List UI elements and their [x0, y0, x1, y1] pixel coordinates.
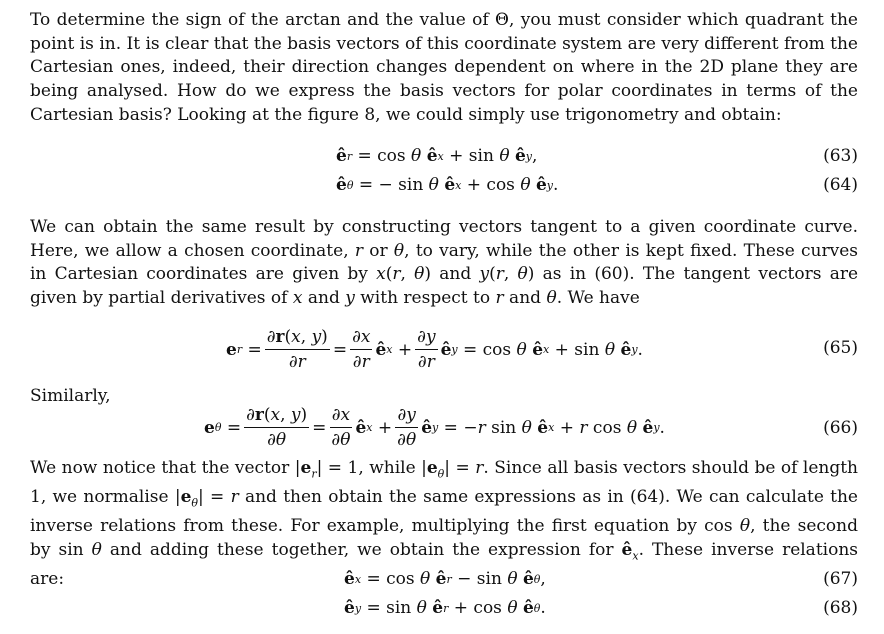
equation-number-63: (63) — [823, 146, 858, 166]
equation-66: e θ = $\frac{\partial r(x, y)}{\partial\theta}$ = $\frac{\partial x}{\partial\theta}$ ê x + $\frac{\partial y}{\partial\theta}$ ê y = − r sin θ ê x + r cos θ ê y . — [204, 405, 665, 450]
paragraph-similarly: Similarly, — [30, 386, 111, 406]
equation-63: ê r = cos θ ê x + sin θ ê y , — [336, 146, 538, 166]
equation-number-68: (68) — [823, 598, 858, 618]
equation-number-65: (65) — [823, 338, 858, 358]
equation-67: ê x = cos θ ê r − sin θ ê θ , — [344, 569, 546, 589]
equation-number-67: (67) — [823, 569, 858, 589]
equation-68: ê y = sin θ ê r + cos θ ê θ . — [344, 598, 546, 618]
paragraph-intro: To determine the sign of the arctan and the value of Θ, you must consider which quadrant the point is in. It is clear that the basis vectors of this coordinate system are very different from the Cartesian ones, indeed, their direction changes dependent on where in the 2D plane they are being analysed. How do we express the basis vectors for polar coordinates in terms of the Cartesian basis? Looking at the figure 8, we could simply use trigonometry and obtain: — [30, 10, 858, 125]
equation-number-64: (64) — [823, 175, 858, 195]
equation-number-66: (66) — [823, 418, 858, 438]
paragraph-normalise: We now notice that the vector $|e_r| = 1$, while $|e_\theta| = r$. Since all basis vectors should be of length 1, we normalise $|e_\theta| = r$ and then obtain the same expressions as in (64). We can calculate the inverse relations from these. For example, multiplying the first equation by cos θ, the second by sin θ and adding these together, we obtain the expression for $ê_x$. These inverse relations are: — [30, 458, 858, 589]
equation-64: ê θ = − sin θ ê x + cos θ ê y . — [336, 175, 559, 195]
paragraph-tangent: We can obtain the same result by constructing vectors tangent to a given coordinate curve. Here, we allow a chosen coordinate, r or θ, to vary, while the other is kept fixed. These curves in Cartesian coordinates are given by x(r, θ) and y(r, θ) as in (60). The tangent vectors are given by partial derivatives of x and y with respect to r and θ. We have — [30, 217, 859, 309]
equation-65: e r = $\frac{\partial r(x, y)}{\partial r}$ = $\frac{\partial x}{\partial r}$ ê x + $\frac{\partial y}{\partial r}$ ê y = cos θ ê x + sin θ ê y . — [226, 327, 643, 372]
